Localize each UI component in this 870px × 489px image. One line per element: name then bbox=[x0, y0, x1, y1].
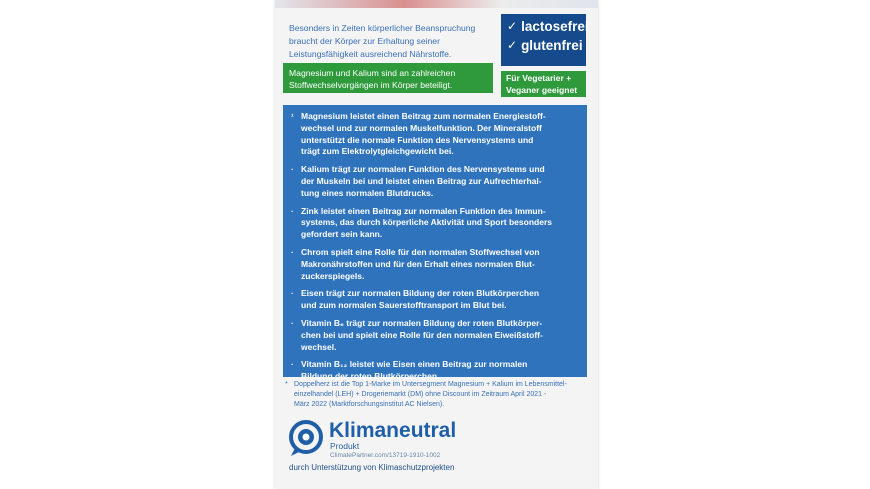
claim-item bbox=[291, 164, 579, 199]
green-note-box bbox=[283, 63, 493, 93]
claim-marker: ¹ bbox=[291, 112, 294, 121]
climate-subtitle: Produkt bbox=[330, 441, 360, 451]
claim-item bbox=[291, 288, 579, 312]
claim-marker: · bbox=[291, 318, 294, 328]
claim-text: Vitamin B₁₂ leistet wie Eisen einen Beitrag zur normalen Bildung der roten Blutkörperchen. bbox=[301, 359, 528, 382]
claim-text: Zink leistet einen Beitrag zur normalen Funktion des Immun- systems, das durch körperliche Aktivität und Sport besonders gefordert sein kann. bbox=[301, 205, 552, 240]
claim-marker: · bbox=[291, 165, 294, 175]
health-claims-panel bbox=[283, 105, 587, 382]
claim-marker: · bbox=[291, 360, 294, 370]
green-note-text: Magnesium und Kalium sind an zahlreichen Stoffwechselvorgängen im Körper beteiligt. bbox=[289, 68, 456, 91]
claim-item bbox=[291, 111, 579, 158]
claim-text: Eisen trägt zur normalen Bildung der roten Blutkörperchen und zum normalen Sauerstofftransport im Blut bei. bbox=[301, 288, 540, 311]
climate-support-text: durch Unterstützung von Klimaschutzprojekten bbox=[289, 463, 455, 472]
claim-marker: · bbox=[291, 247, 294, 257]
glutenfrei-label: glutenfrei bbox=[521, 38, 583, 53]
lactosefrei-line bbox=[507, 17, 589, 36]
claim-marker: · bbox=[291, 289, 294, 299]
intro-text: Besonders in Zeiten körperlicher Beanspruchung braucht der Körper zur Erhaltung seiner Leistungsfähigkeit ausreichend Nährstoffe. bbox=[289, 23, 476, 59]
package-top-strip bbox=[275, 0, 598, 8]
claim-text: Magnesium leistet einen Beitrag zum normalen Energiestoff- wechsel und zur normalen Muskelfunktion. Der Mineralstoff unterstützt die normale Funktion des Nervensystems und trägt zum Elektrolytgleichgewicht bei. bbox=[301, 111, 546, 157]
checkmark-icon: ✓ bbox=[507, 19, 518, 33]
lactosefrei-label: lactosefrei bbox=[521, 19, 589, 34]
claim-item bbox=[291, 318, 579, 353]
climate-id: ClimatePartner.com/13719-1910-1002 bbox=[330, 452, 441, 459]
checkmark-icon: ✓ bbox=[507, 38, 518, 52]
claim-item bbox=[291, 206, 579, 241]
claim-text: Chrom spielt eine Rolle für den normalen Stoffwechsel von Makronährstoffen und für den Erhalt eines normalen Blut- zuckerspiegels. bbox=[301, 246, 540, 281]
claim-marker: · bbox=[291, 206, 294, 216]
footnote-marker: * bbox=[285, 381, 288, 388]
claim-text: Kalium trägt zur normalen Funktion des Nervensystems und der Muskeln bei und leistet einen Beitrag zur Aufrechterhal- tung eines normalen Blutdrucks. bbox=[301, 164, 545, 198]
claim-text: Vitamin B₆ trägt zur normalen Bildung der roten Blutkörper- chen bei und spielt eine Rolle für den normalen Eiweißstoff- wechsel. bbox=[301, 317, 543, 352]
vegetarian-badge bbox=[501, 71, 586, 97]
glutenfrei-line bbox=[507, 36, 583, 55]
climate-title: Klimaneutral bbox=[329, 419, 457, 442]
vegetarian-label: Für Vegetarier + Veganer geeignet bbox=[506, 73, 578, 95]
free-from-badge bbox=[501, 14, 589, 66]
product-package bbox=[275, 0, 598, 489]
climate-partner-logo-icon bbox=[287, 418, 325, 458]
footnote-text: Doppelherz ist die Top 1-Marke im Untersegment Magnesium + Kalium im Lebensmittel- einzelhandel (LEH) + Drogeriemarkt (DM) ohne Discount im Zeitraum April 2021 - März 2022 (Marktforschungsinstitut AC Nielsen). bbox=[294, 381, 567, 409]
footnote bbox=[285, 380, 585, 411]
claim-item bbox=[291, 247, 579, 282]
